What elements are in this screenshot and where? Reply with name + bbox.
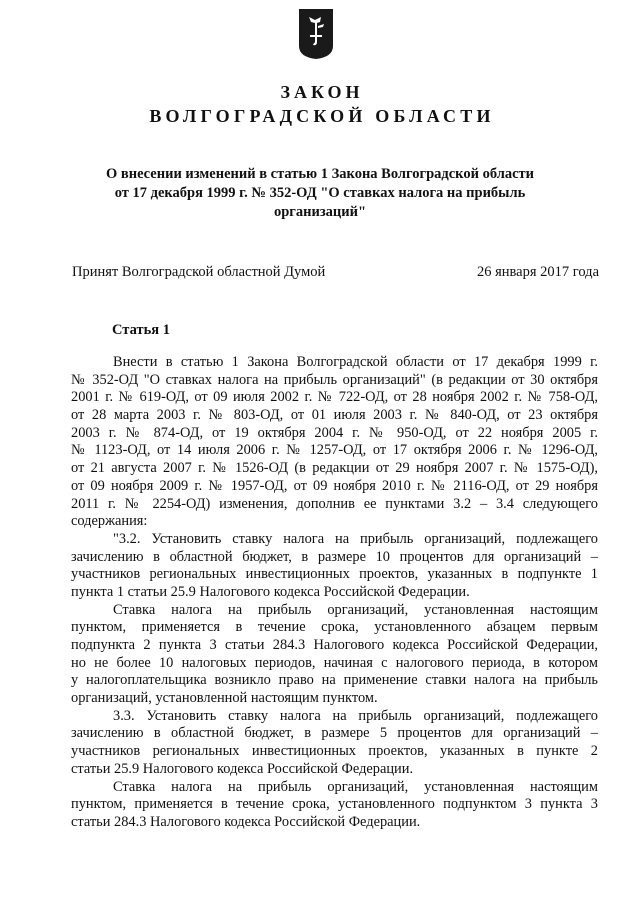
text-line: 2003 г. № 874-ОД, от 19 октября 2004 г. № 950-ОД, от 22 ноября 2005 г.: [71, 424, 598, 441]
text-line: № 1123-ОД, от 14 июля 2006 г. № 1257-ОД, от 17 октября 2006 г. № 1296-ОД,: [71, 442, 598, 459]
text-line: Внести в статью 1 Закона Волгоградской области от 17 декабря 1999 г.: [113, 354, 598, 370]
text-line: от 21 августа 2007 г. № 1526-ОД (в редакции от 29 ноября 2007 г. № 1575-ОД),: [71, 460, 598, 477]
text-line: участников региональных инвестиционных проектов, указанных в подпункте 1: [71, 566, 598, 583]
text-line: пункта 1 статьи 25.9 Налогового кодекса Российской Федерации.: [71, 583, 470, 600]
text-line: 2011 г. № 2254-ОД) изменения, дополнив ее пунктами 3.2 – 3.4 следующего: [71, 495, 598, 512]
text-line: от 28 марта 2003 г. № 803-ОД, от 01 июля 2003 г. № 840-ОД, от 23 октября: [71, 407, 598, 424]
text-line: пунктом, применяется в течение срока, установленного абзацем первым: [71, 619, 598, 636]
subtitle-line: организаций": [273, 204, 367, 220]
text-line: пунктом, применяется в течение срока, установленного подпунктом 3 пункта 3: [71, 796, 598, 813]
adopted-by: Принят Волгоградской областной Думой: [72, 264, 326, 280]
article-heading: Статья 1: [112, 322, 170, 338]
article-body: [71, 354, 598, 832]
coat-of-arms-icon: [298, 8, 334, 60]
text-line: у налогоплательщика возникло право на применение ставки налога на прибыль: [71, 672, 598, 689]
law-subtitle: [100, 165, 540, 222]
text-line: организаций, установленной настоящим пунктом.: [71, 690, 378, 707]
text-line: статьи 284.3 Налогового кодекса Российской Федерации.: [71, 813, 421, 830]
law-title: ЗАКОН: [280, 82, 364, 102]
subtitle-line: О внесении изменений в статью 1 Закона Волгоградской области: [105, 166, 535, 182]
text-line: Ставка налога на прибыль организаций, установленная настоящим: [113, 601, 598, 618]
subtitle-line: от 17 декабря 1999 г. № 352-ОД "О ставках налога на прибыль: [114, 185, 526, 201]
text-line: подпункта 2 пункта 3 статьи 284.3 Налогового кодекса Российской Федерации,: [71, 637, 598, 653]
text-line: зачислению в областной бюджет, в размере 10 процентов для организаций –: [71, 548, 598, 565]
region-title: ВОЛГОГРАДСКОЙ ОБЛАСТИ: [149, 106, 495, 126]
text-line: "3.2. Установить ставку налога на прибыль организаций, подлежащего: [113, 530, 598, 547]
text-line: но не более 10 налоговых периодов, начиная с налогового периода, в котором: [71, 654, 598, 671]
emblem-shield-icon: [298, 8, 334, 60]
text-line: зачислению в областной бюджет, в размере 5 процентов для организаций –: [71, 725, 598, 742]
text-line: содержания:: [71, 513, 148, 530]
text-line: 2001 г. № 619-ОД, от 09 июля 2002 г. № 722-ОД, от 28 ноября 2002 г. № 758-ОД,: [71, 389, 598, 406]
text-line: участников региональных инвестиционных проектов, указанных в пункте 2: [71, 743, 598, 760]
text-line: № 352-ОД "О ставках налога на прибыль организаций" (в редакции от 30 октября: [71, 371, 598, 388]
text-line: Ставка налога на прибыль организаций, установленная настоящим: [113, 778, 598, 795]
adoption-date: 26 января 2017 года: [476, 264, 599, 280]
text-line: статьи 25.9 Налогового кодекса Российской Федерации.: [71, 760, 414, 777]
text-line: от 09 ноября 2009 г. № 1957-ОД, от 09 ноября 2010 г. № 2116-ОД, от 29 ноября: [71, 477, 598, 494]
text-line: 3.3. Установить ставку налога на прибыль организаций, подлежащего: [113, 707, 598, 724]
